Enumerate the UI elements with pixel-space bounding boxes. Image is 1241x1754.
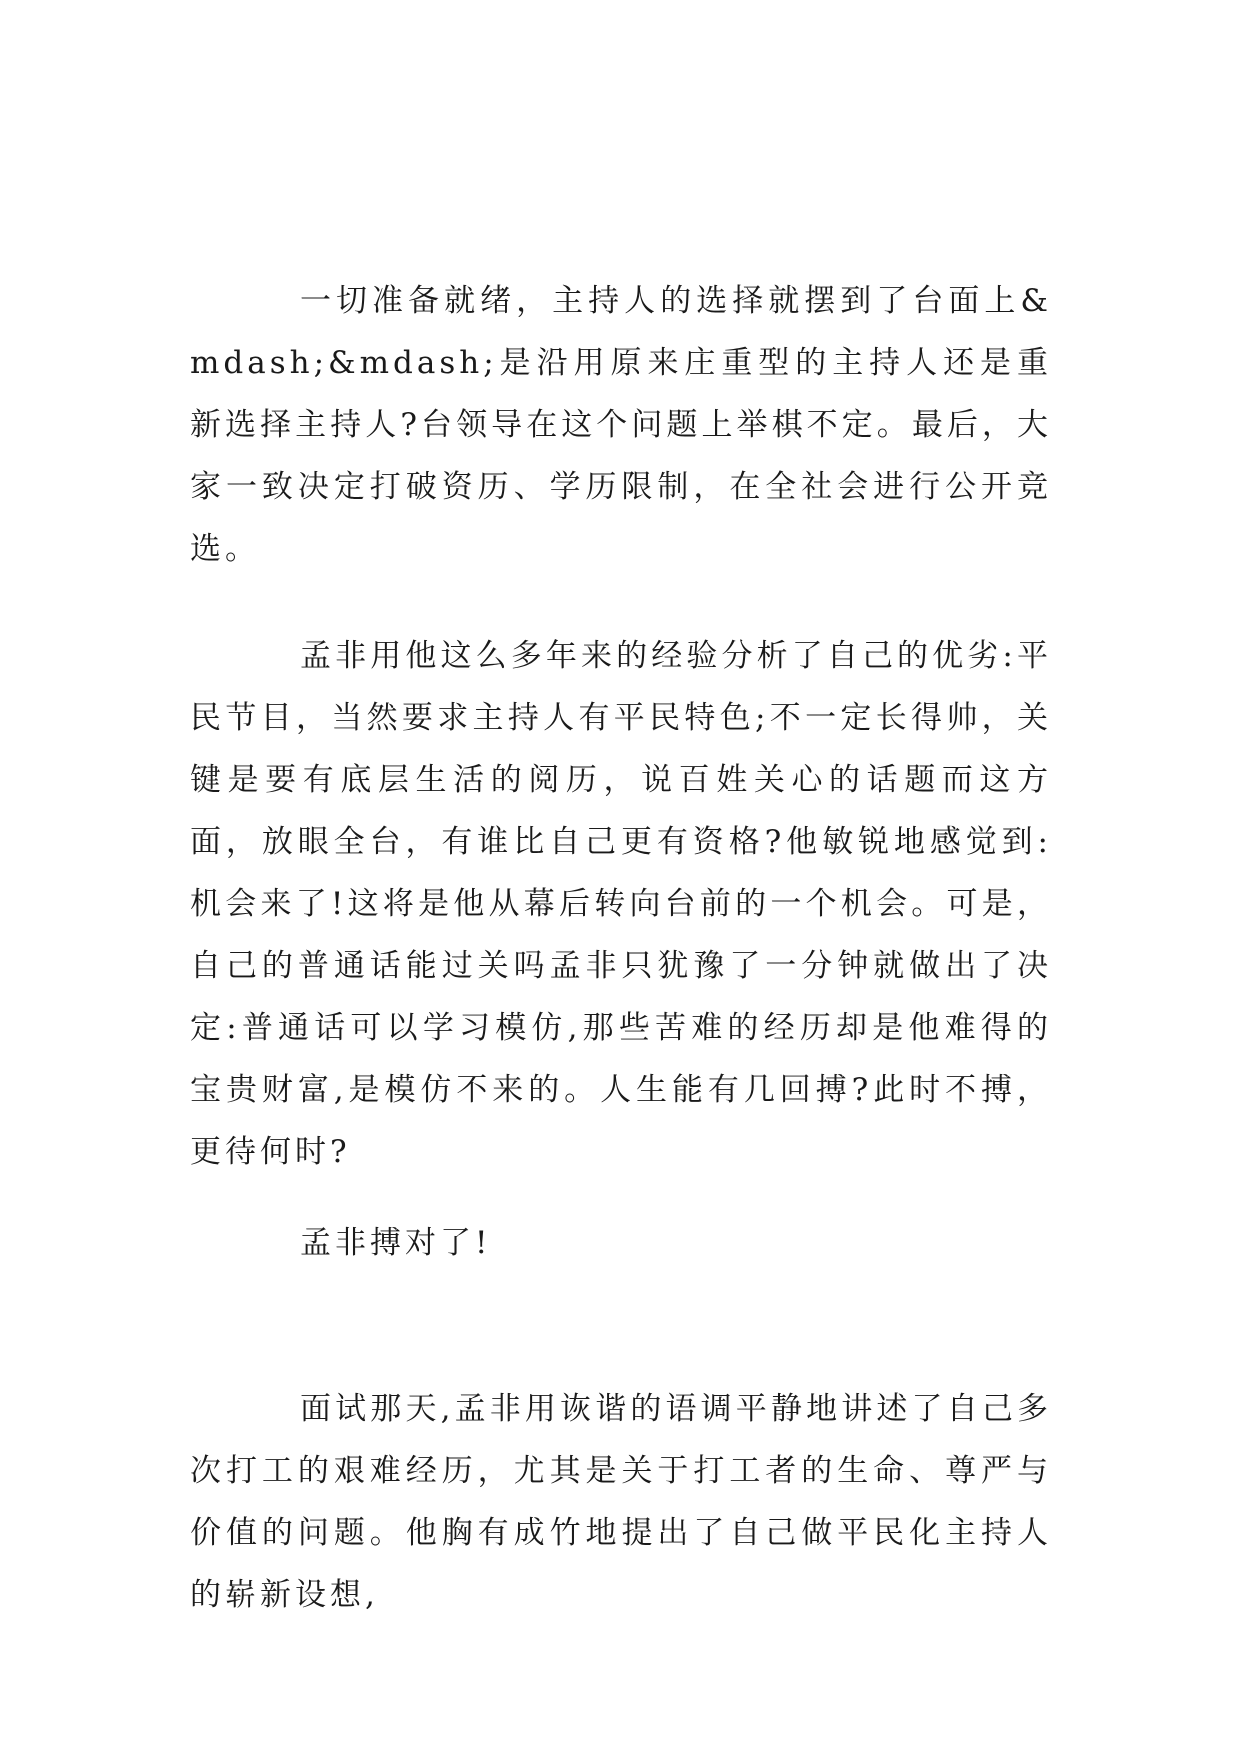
- paragraph-host-selection: [190, 270, 1052, 580]
- paragraph-text: 孟非搏对了!: [300, 1225, 492, 1261]
- paragraph-text: 面试那天,孟非用诙谐的语调平静地讲述了自己多次打工的艰难经历，尤其是关于打工者的生命、尊严与价值的问题。他胸有成竹地提出了自己做平民化主持人的崭新设想,: [190, 1391, 1052, 1613]
- paragraph-interview: [190, 1378, 1052, 1626]
- paragraph-mengfei-success: [190, 1212, 1052, 1274]
- paragraph-mengfei-analysis: [190, 625, 1052, 1183]
- paragraph-text: 孟非用他这么多年来的经验分析了自己的优劣:平民节目，当然要求主持人有平民特色;不一定长得帅，关键是要有底层生活的阅历，说百姓关心的话题而这方面，放眼全台，有谁比自己更有资格?他敏锐地感觉到:机会来了!这将是他从幕后转向台前的一个机会。可是，自己的普通话能过关吗孟非只犹豫了一分钟就做出了决定:普通话可以学习模仿,那些苦难的经历却是他难得的宝贵财富,是模仿不来的。人生能有几回搏?此时不搏，更待何时?: [190, 638, 1052, 1170]
- paragraph-text: 一切准备就绪，主持人的选择就摆到了台面上&mdash;&mdash;是沿用原来庄重型的主持人还是重新选择主持人?台领导在这个问题上举棋不定。最后，大家一致决定打破资历、学历限制，在全社会进行公开竞选。: [190, 283, 1052, 567]
